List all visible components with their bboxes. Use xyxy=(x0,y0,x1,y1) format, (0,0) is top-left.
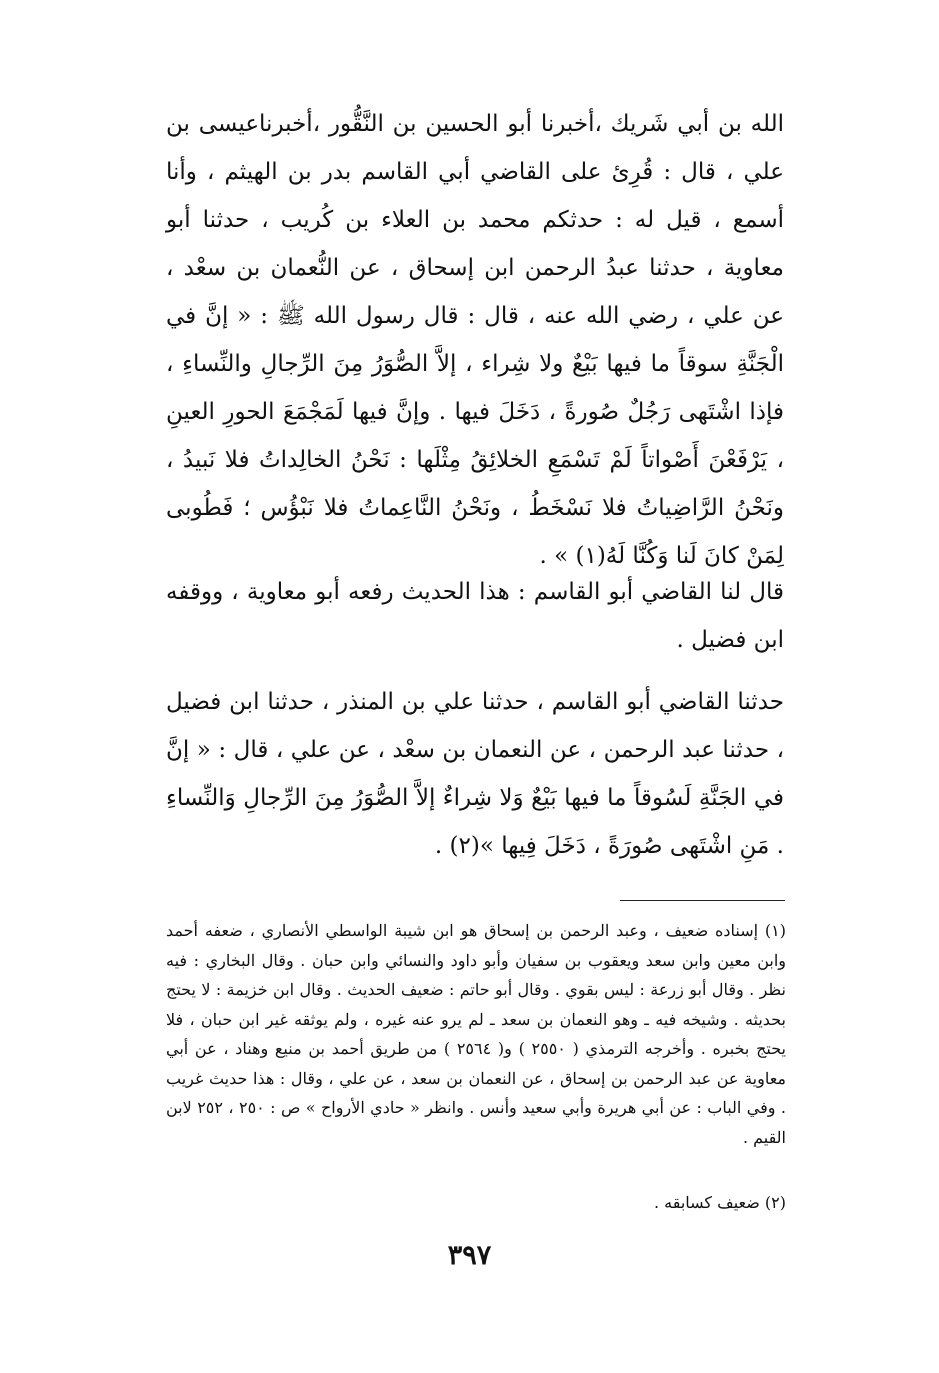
footnote-1: (١) إسناده ضعيف ، وعبد الرحمن بن إسحاق هو ابن شيبة الواسطي الأنصاري ، ضعفه أحمد وابن معين وابن سعد ويعقوب بن سفيان وأبو داود والنسائي وابن حبان . وقال البخاري : فيه نظر . وقال أبو زرعة : ليس بقوي . وقال أبو حاتم : ضعيف الحديث . وقال ابن خزيمة : لا يحتج بحديثه . وشيخه فيه ـ وهو النعمان بن سعد ـ لم يرو عنه غيره ، ولم يوثقه غير ابن حبان ، فلا يحتج بخبره . وأخرجه الترمذي ( ٢٥٥٠ ) و( ٢٥٦٤ ) من طريق أحمد بن منيع وهناد ، عن أبي معاوية عن عبد الرحمن بن إسحاق ، عن النعمان بن سعد ، عن علي ، وقال : هذا حديث غريب . وفي الباب : عن أبي هريرة وأبي سعيد وأنس . وانظر « حادي الأرواح » ص : ٢٥٠ ، ٢٥٢ لابن القيم . xyxy=(166,921,787,1147)
footnote-2: (٢) ضعيف كسابقه . xyxy=(653,1193,786,1212)
narrator-comment-paragraph: قال لنا القاضي أبو القاسم : هذا الحديث رفعه أبو معاوية ، ووقفه ابن فضيل . xyxy=(166,579,784,653)
hadith-paragraph-2: حدثنا القاضي أبو القاسم ، حدثنا علي بن المنذر ، حدثنا ابن فضيل ، حدثنا عبد الرحمن ، عن النعمان بن سعْد ، عن علي ، قال : « إنَّ في الجَنَّةِ لَسُوقاً ما فيها بَيْعٌ وَلا شِراءٌ إلاَّ الصُّوَرُ مِنَ الرِّجالِ وَالنِّساءِ . مَنِ اشْتَهى صُورَةً ، دَخَلَ فِيها »(٢) . xyxy=(166,689,784,859)
hadith-paragraph-1: الله بن أبي شَريك ،أخبرنا أبو الحسين بن النَّقُّور ،أخبرناعيسى بن علي ، قال : قُرِئ على القاضي أبي القاسم بدر بن الهيثم ، وأنا أسمع ، قيل له : حدثكم محمد بن العلاء بن كُريب ، حدثنا أبو معاوية ، حدثنا عبدُ الرحمن ابن إسحاق ، عن النُّعمان بن سعْد ، عن علي ، رضي الله عنه ، قال : قال رسول الله ﷺ : « إنَّ في الْجَنَّةِ سوقاً ما فيها بَيْعٌ ولا شِراء ، إلاَّ الصُّوَرُ مِنَ الرِّجالِ والنِّساءِ ، فإذا اشْتَهى رَجُلٌ صُورةً ، دَخَلَ فيها . وإنَّ فيها لَمَجْمَعَ الحورِ العينِ ، يَرْفَعْنَ أَصْواتاً لَمْ تَسْمَعِ الخلائِقُ مِثْلَها : نَحْنُ الخالِداتُ فلا نَبيدُ ، ونَحْنُ الرَّاضِياتُ فلا نَسْخَطُ ، ونَحْنُ النَّاعِماتُ فلا نَبْؤُس ؛ فَطُوبى لِمَنْ كانَ لَنا وَكُنَّا لَهُ(١) » . xyxy=(166,111,784,569)
footnote-divider xyxy=(620,900,785,901)
page-number: ٣٩٧ xyxy=(447,1240,492,1271)
